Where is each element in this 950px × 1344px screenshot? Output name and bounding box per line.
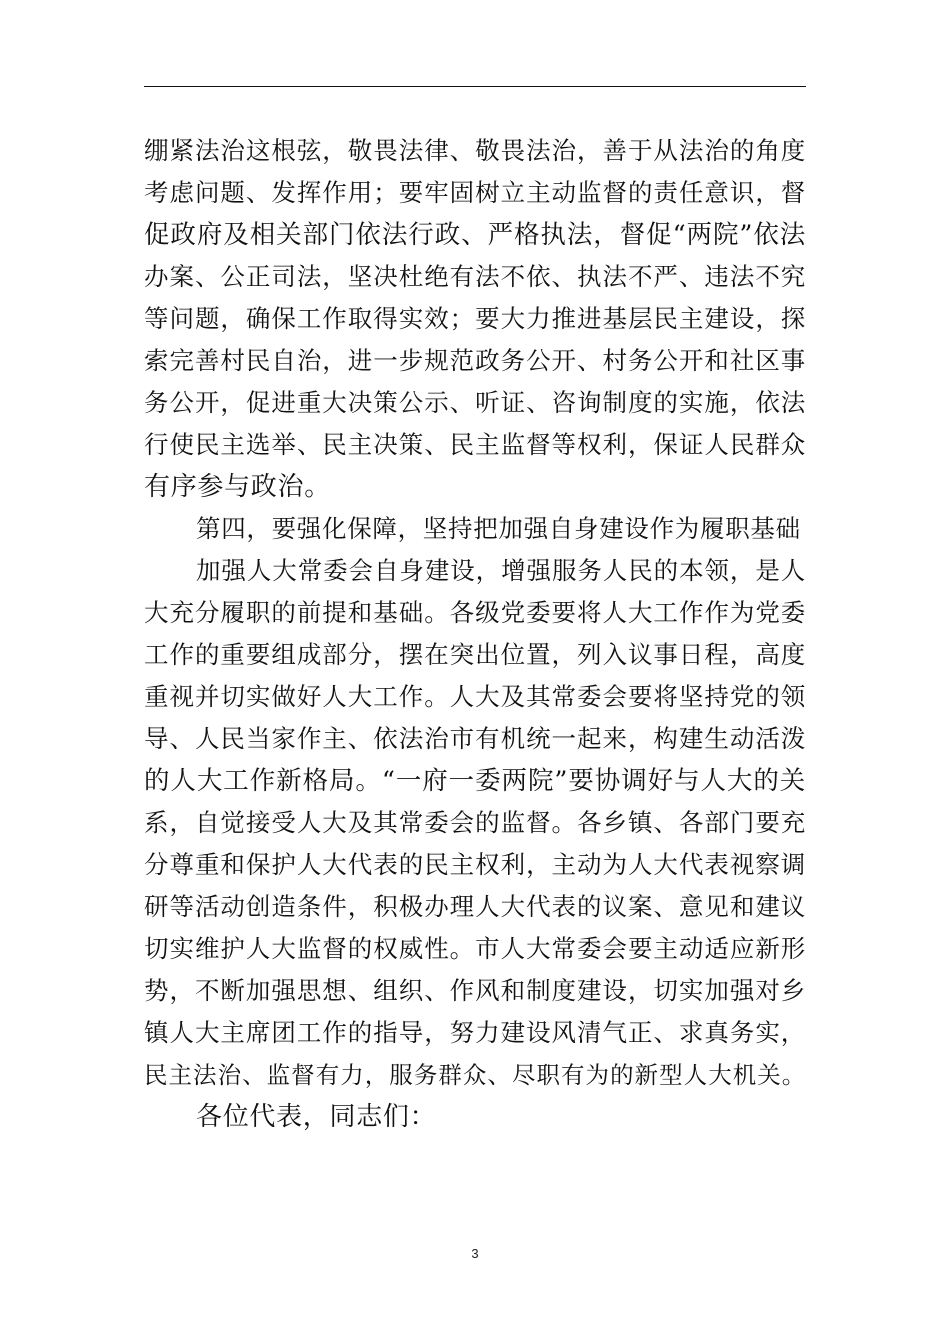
- page-number: 3: [471, 1246, 479, 1261]
- text-line: 有序参与政治。: [144, 472, 331, 502]
- text-line: 势，不断加强思想、组织、作风和制度建设，切实加强对乡: [144, 976, 806, 1005]
- text-line: 务公开，促进重大决策公示、听证、咨询制度的实施，依法: [144, 388, 806, 417]
- text-line: 加强人大常委会自身建设，增强服务人民的本领，是人: [196, 556, 806, 585]
- text-line: 索完善村民自治，进一步规范政务公开、村务公开和社区事: [144, 346, 806, 375]
- text-line: 镇人大主席团工作的指导，努力建设风清气正、求真务实，: [144, 1018, 806, 1047]
- text-line: 分尊重和保护人大代表的民主权利，主动为人大代表视察调: [144, 850, 806, 879]
- text-line: 系，自觉接受人大及其常委会的监督。各乡镇、各部门要充: [144, 808, 806, 837]
- section-heading: 第四，要强化保障，坚持把加强自身建设作为履职基础: [196, 514, 801, 543]
- text-line: 绷紧法治这根弦，敬畏法律、敬畏法治，善于从法治的角度: [144, 136, 806, 165]
- text-line: 研等活动创造条件，积极办理人大代表的议案、意见和建议: [144, 892, 806, 921]
- text-line: 导、人民当家作主、依法治市有机统一起来，构建生动活泼: [144, 724, 806, 753]
- text-line: 考虑问题、发挥作用；要牢固树立主动监督的责任意识，督: [144, 178, 806, 207]
- text-line: 的人大工作新格局。“一府一委两院”要协调好与人大的关: [144, 766, 806, 796]
- text-line: 等问题，确保工作取得实效；要大力推进基层民主建设，探: [144, 304, 806, 333]
- salutation: 各位代表，同志们：: [196, 1102, 437, 1132]
- text-line: 行使民主选举、民主决策、民主监督等权利，保证人民群众: [144, 430, 806, 459]
- text-line: 重视并切实做好人大工作。人大及其常委会要将坚持党的领: [144, 682, 806, 711]
- text-line: 工作的重要组成部分，摆在突出位置，列入议事日程，高度: [144, 640, 806, 669]
- text-line: 办案、公正司法，坚决杜绝有法不依、执法不严、违法不究: [144, 262, 806, 291]
- text-line: 大充分履职的前提和基础。各级党委要将人大工作作为党委: [144, 598, 806, 627]
- text-line: 民主法治、监督有力，服务群众、尽职有为的新型人大机关。: [144, 1061, 806, 1089]
- text-line: 切实维护人大监督的权威性。市人大常委会要主动适应新形: [144, 934, 806, 963]
- header-rule: [144, 86, 806, 87]
- text-line: 促政府及相关部门依法行政、严格执法，督促“两院”依法: [144, 220, 806, 250]
